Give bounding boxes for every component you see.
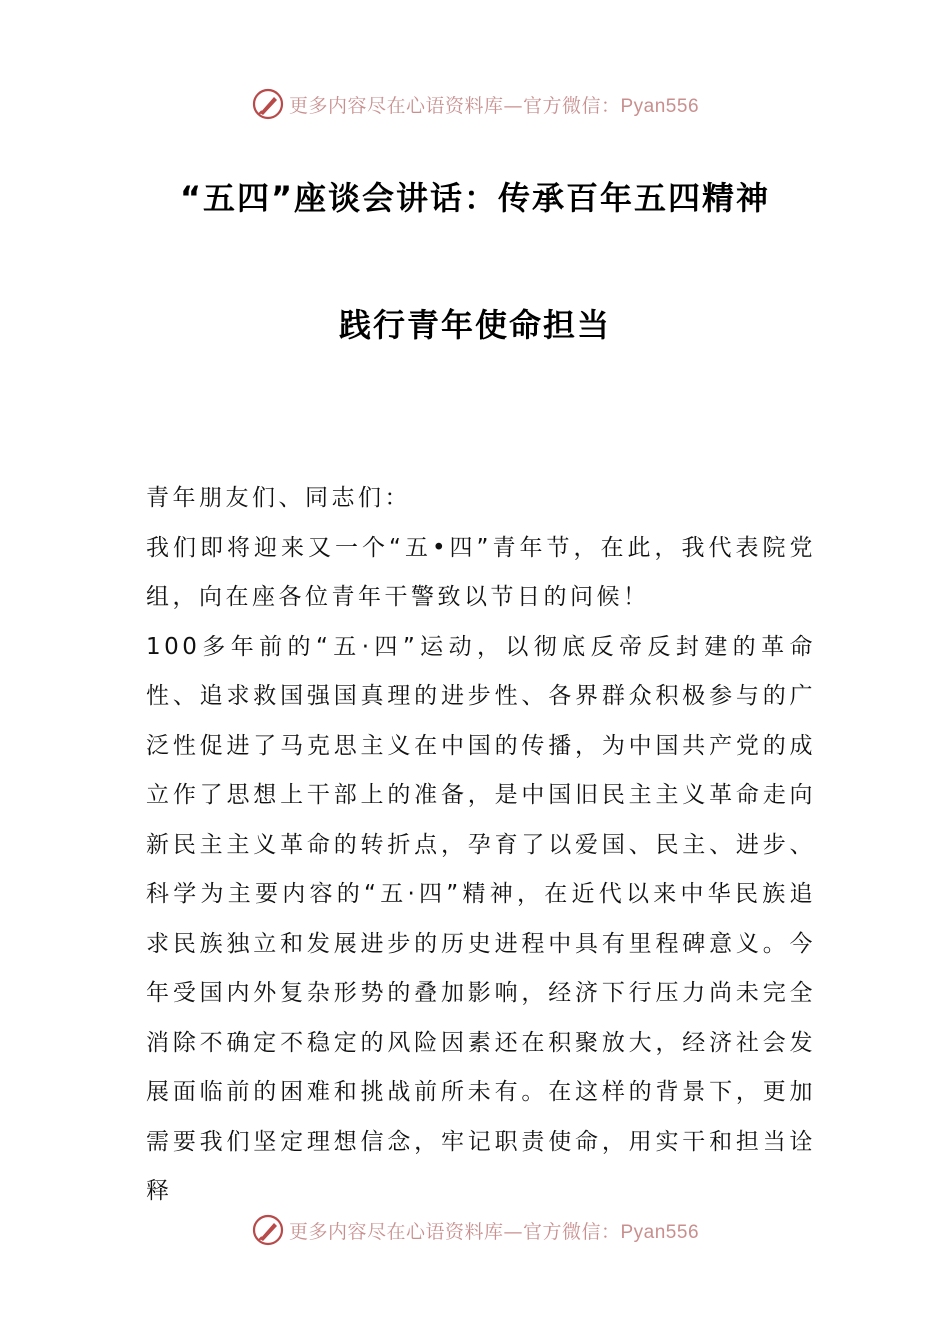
history-paragraph: 100多年前的“五·四”运动，以彻底反帝反封建的革命性、追求救国强国真理的进步性、各界群众积极参与的广泛性促进了马克思主义在中国的传播，为中国共产党的成立作了思想上干部上的准备，是中国旧民主主义革命走向新民主主义革命的转折点，孕育了以爱国、民主、进步、科学为主要内容的“五·四”精神，在近代以来中华民族追求民族独立和发展进步的历史进程中具有里程碑意义。今年受国内外复杂形势的叠加影响，经济下行压力尚未完全消除不确定不稳定的风险因素还在积聚放大，经济社会发展面临前的困难和挑战前所未有。在这样的背景下，更加需要我们坚定理想信念，牢记职责使命，用实干和担当诠释	[146, 633, 816, 1204]
greeting-paragraph: 我们即将迎来又一个“五•四”青年节，在此，我代表院党组，向在座各位青年干警致以节日的问候！	[146, 534, 816, 610]
pen-logo-icon	[251, 1213, 285, 1247]
watermark-wechat-id: Pyan556	[620, 95, 700, 117]
document-title-line-2: 践行青年使命担当	[338, 306, 611, 344]
salutation-paragraph: 青年朋友们、同志们：	[146, 485, 411, 511]
pen-logo-icon	[251, 87, 285, 121]
watermark-text: 更多内容尽在心语资料库—官方微信：Pyan556	[288, 1220, 700, 1243]
header-watermark	[0, 84, 950, 124]
watermark-text: 更多内容尽在心语资料库—官方微信：Pyan556	[288, 94, 700, 117]
document-body	[146, 474, 816, 1217]
watermark-wechat-id: Pyan556	[620, 1221, 700, 1243]
document-title-line-1: “五四”座谈会讲话：传承百年五四精神	[179, 179, 771, 217]
footer-watermark	[0, 1210, 950, 1250]
